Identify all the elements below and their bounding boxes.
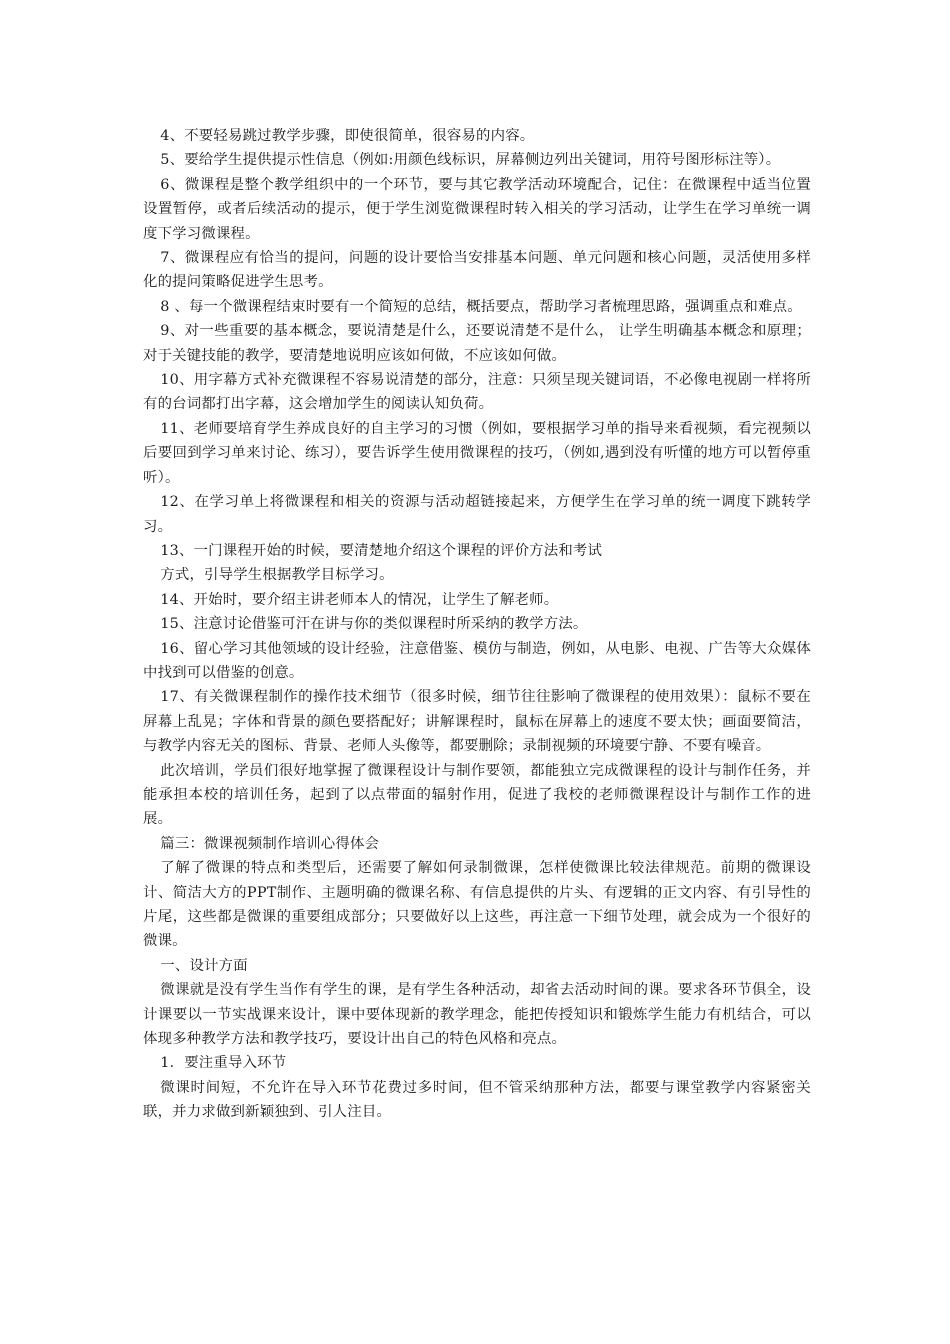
paragraph: 11、老师要培育学生养成良好的自主学习的习惯（例如，要根据学习单的指导来看视频，看完视频以后要回到学习单来讨论、练习），要告诉学生使用微课程的技巧，（例如,遇到没有听懂的地方可以暂停重听）。 xyxy=(143,420,811,486)
paragraph: 此次培训，学员们很好地掌握了微课程设计与制作要领，都能独立完成微课程的设计与制作任务，并能承担本校的培训任务，起到了以点带面的辐射作用，促进了我校的老师微课程设计与制作工作的进展。 xyxy=(143,762,811,828)
paragraph: 13、一门课程开始的时候，要清楚地介绍这个课程的评价方法和考试 xyxy=(160,542,603,559)
paragraph: 7、微课程应有恰当的提问，问题的设计要恰当安排基本问题、单元问题和核心问题，灵活使用多样化的提问策略促进学生思考。 xyxy=(143,250,811,291)
section-heading: 篇三：微课视频制作培训心得体会 xyxy=(160,835,380,852)
document-body xyxy=(143,124,811,1125)
paragraph: 4、不要轻易跳过教学步骤，即使很简单，很容易的内容。 xyxy=(160,128,535,144)
paragraph: 14、开始时，要介绍主讲老师本人的情况，让学生了解老师。 xyxy=(160,591,559,608)
subsection-heading: 一、设计方面 xyxy=(160,957,248,974)
paragraph: 微课就是没有学生当作有学生的课，是有学生各种活动，却省去活动时间的课。要求各环节俱全，设计课要以一节实战课来设计，课中要体现新的教学理念，能把传授知识和锻炼学生能力有机结合，可以体现多种教学方法和教学技巧，要设计出自己的特色风格和亮点。 xyxy=(143,982,811,1048)
paragraph: 16、留心学习其他领域的设计经验，注意借鉴、模仿与制造，例如，从电影、电视、广告等大众媒体中找到可以借鉴的创意。 xyxy=(143,640,811,681)
paragraph: 15、注意讨论借鉴可汗在讲与你的类似课程时所采纳的教学方法。 xyxy=(160,616,588,633)
paragraph: 5、要给学生提供提示性信息（例如:用颜色线标识，屏幕侧边列出关键词，用符号图形标注等）。 xyxy=(160,152,781,169)
paragraph: 12、在学习单上将微课程和相关的资源与活动超链接起来，方便学生在学习单的统一调度下跳转学习。 xyxy=(143,494,811,535)
subsection-heading: 1．要注重导入环节 xyxy=(160,1055,287,1072)
paragraph: 10、用字幕方式补充微课程不容易说清楚的部分，注意：只须呈现关键词语，不必像电视剧一样将所有的台词都打出字幕，这会增加学生的阅读认知负荷。 xyxy=(143,372,811,413)
paragraph: 17、有关微课程制作的操作技术细节（很多时候，细节往往影响了微课程的使用效果）：鼠标不要在屏幕上乱晃；字体和背景的颜色要搭配好；讲解课程时，鼠标在屏幕上的速度不要太快；画面要简洁，与教学内容无关的图标、背景、老师人头像等，都要删除；录制视频的环境要宁静、不要有噪音。 xyxy=(143,689,811,755)
paragraph: 微课时间短，不允许在导入环节花费过多时间，但不管采纳那种方法，都要与课堂教学内容紧密关联，并力求做到新颖独到、引人注目。 xyxy=(143,1079,811,1121)
paragraph: 8 、每一个微课程结束时要有一个简短的总结，概括要点，帮助学习者梳理思路，强调重点和难点。 xyxy=(160,298,802,315)
paragraph: 6、微课程是整个教学组织中的一个环节，要与其它教学活动环境配合，记住：在微课程中适当位置设置暂停，或者后续活动的提示，便于学生浏览微课程时转入相关的学习活动，让学生在学习单统一调度下学习微课程。 xyxy=(143,176,811,242)
paragraph: 9、对一些重要的基本概念，要说清楚是什么，还要说清楚不是什么， 让学生明确基本概念和原理；对于关键技能的教学，要清楚地说明应该如何做，不应该如何做。 xyxy=(143,323,811,364)
paragraph: 方式，引导学生根据教学目标学习。 xyxy=(160,567,394,584)
paragraph: 了解了微课的特点和类型后，还需要了解如何录制微课，怎样使微课比较法律规范。前期的微课设计、简洁大方的PPT制作、主题明确的微课名称、有信息提供的片头、有逻辑的正文内容、有引导性的片尾，这些都是微课的重要组成部分；只要做好以上这些，再注意一下细节处理，就会成为一个很好的微课。 xyxy=(143,860,811,950)
